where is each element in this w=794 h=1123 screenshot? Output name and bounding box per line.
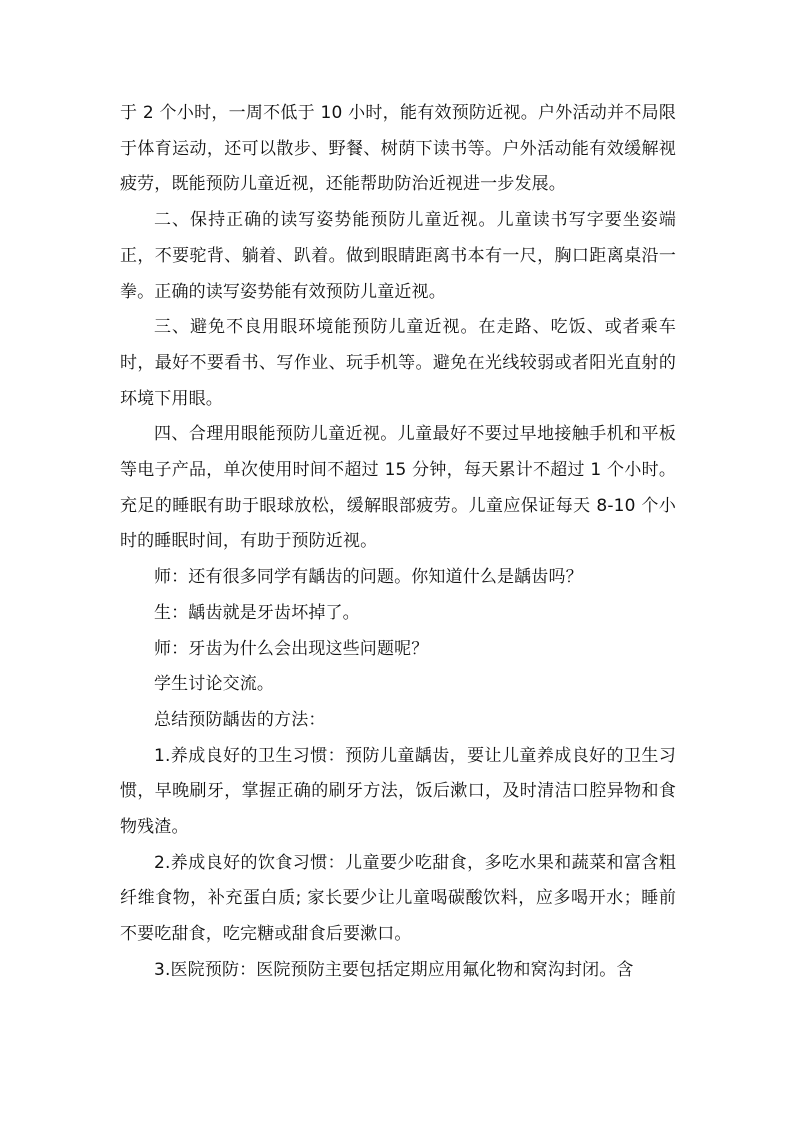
caries-prevention-heading: 总结预防龋齿的方法：	[154, 709, 326, 730]
caries-method-hospital: 3.医院预防：医院预防主要包括定期应用氟化物和窝沟封闭。含	[154, 959, 634, 980]
student-discussion-note: 学生讨论交流。	[154, 674, 275, 695]
document-body	[120, 96, 676, 989]
paragraph-reasonable-eye-use: 四、合理用眼能预防儿童近视。儿童最好不要过早地接触手机和平板等电子产品，单次使用时间不超过 15 分钟，每天累计不超过 1 个小时。充足的睡眠有助于眼球放松，缓解眼部疲劳。儿童应保证每天 8-10 个小时的睡眠时间，有助于预防近视。	[120, 424, 676, 552]
paragraph-eye-environment: 三、避免不良用眼环境能预防儿童近视。在走路、吃饭、或者乘车时，最好不要看书、写作业、玩手机等。避免在光线较弱或者阳光直射的环境下用眼。	[120, 317, 676, 409]
paragraph-reading-posture: 二、保持正确的读写姿势能预防儿童近视。儿童读书写字要坐姿端正，不要驼背、躺着、趴着。做到眼睛距离书本有一尺，胸口距离桌沿一拳。正确的读写姿势能有效预防儿童近视。	[120, 210, 676, 302]
caries-method-diet: 2.养成良好的饮食习惯：儿童要少吃甜食，多吃水果和蔬菜和富含粗纤维食物，补充蛋白质; 家长要少让儿童喝碳酸饮料，应多喝开水；睡前不要吃甜食，吃完糖或甜食后要漱口。	[120, 852, 676, 945]
dialogue-teacher-question: 师：还有很多同学有龋齿的问题。你知道什么是龋齿吗？	[154, 567, 583, 588]
dialogue-student-answer: 生：龋齿就是牙齿坏掉了。	[154, 602, 360, 623]
caries-method-hygiene: 1.养成良好的卫生习惯：预防儿童龋齿，要让儿童养成良好的卫生习惯，早晚刷牙，掌握正确的刷牙方法，饭后漱口，及时清洁口腔异物和食物残渣。	[120, 745, 676, 838]
paragraph-outdoor-activity: 于 2 个小时，一周不低于 10 小时，能有效预防近视。户外活动并不局限于体育运动，还可以散步、野餐、树荫下读书等。户外活动能有效缓解视疲劳，既能预防儿童近视，还能帮助防治近视进一步发展。	[120, 103, 676, 195]
dialogue-teacher-followup: 师：牙齿为什么会出现这些问题呢？	[154, 638, 429, 659]
